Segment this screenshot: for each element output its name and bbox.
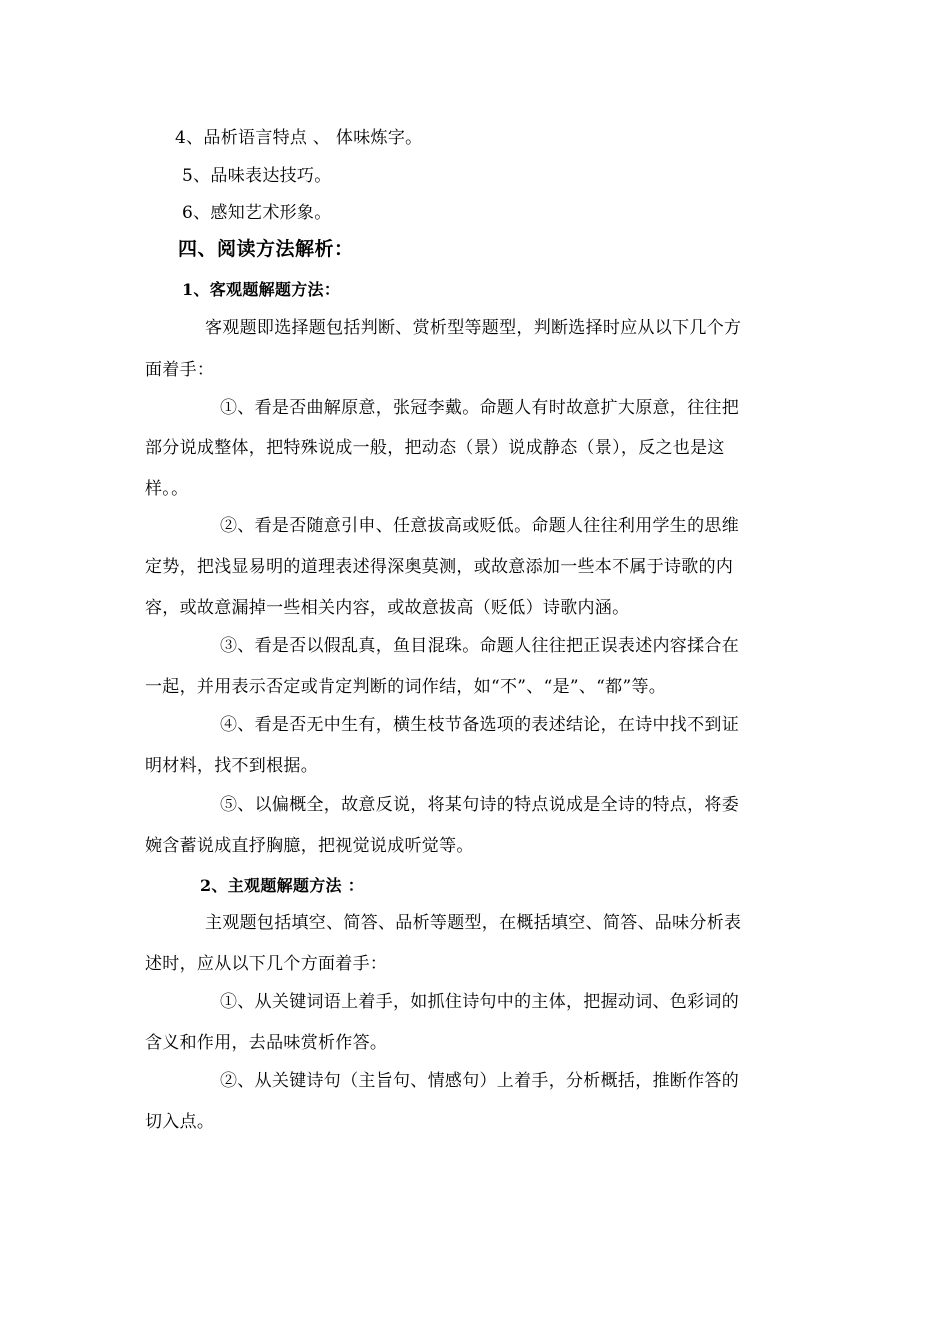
objective-intro-line-2: 面着手： xyxy=(145,360,215,380)
subjective-point-2-line-2: 切入点。 xyxy=(145,1112,215,1132)
list-item-5: 5、品味表达技巧。 xyxy=(182,166,332,186)
subjective-point-1-line-1: ①、从关键词语上着手，如抓住诗句中的主体，把握动词、色彩词的 xyxy=(220,992,739,1012)
objective-point-3-line-1: ③、看是否以假乱真，鱼目混珠。命题人往往把正误表述内容揉合在 xyxy=(220,636,739,656)
objective-point-1-line-1: ①、看是否曲解原意，张冠李戴。命题人有时故意扩大原意，往往把 xyxy=(220,398,739,418)
list-item-6: 6、感知艺术形象。 xyxy=(182,203,332,223)
objective-point-1-line-3: 样。。 xyxy=(145,479,189,499)
objective-point-5-line-2: 婉含蓄说成直抒胸臆，把视觉说成听觉等。 xyxy=(145,836,474,856)
subjective-point-1-line-2: 含义和作用，去品味赏析作答。 xyxy=(145,1033,388,1053)
objective-point-2-line-3: 容，或故意漏掉一些相关内容，或故意拔高（贬低）诗歌内涵。 xyxy=(145,598,630,618)
section-heading: 四、阅读方法解析： xyxy=(178,238,354,260)
subjective-intro-line-1: 主观题包括填空、简答、品析等题型，在概括填空、简答、品味分析表 xyxy=(205,913,742,933)
objective-point-5-line-1: ⑤、以偏概全，故意反说，将某句诗的特点说成是全诗的特点，将委 xyxy=(220,795,739,815)
list-item-4: 4、品析语言特点 、 体味炼字。 xyxy=(175,128,423,148)
objective-point-4-line-1: ④、看是否无中生有，横生枝节备选项的表述结论，在诗中找不到证 xyxy=(220,715,739,735)
objective-intro-line-1: 客观题即选择题包括判断、赏析型等题型，判断选择时应从以下几个方 xyxy=(205,318,742,338)
objective-point-2-line-1: ②、看是否随意引申、任意拔高或贬低。命题人往往利用学生的思维 xyxy=(220,516,739,536)
subjective-intro-line-2: 述时，应从以下几个方面着手： xyxy=(145,954,388,974)
objective-point-1-line-2: 部分说成整体，把特殊说成一般，把动态（景）说成静态（景），反之也是这 xyxy=(145,438,725,458)
subjective-heading: 2、主观题解题方法 ： xyxy=(200,876,365,895)
objective-point-2-line-2: 定势，把浅显易明的道理表述得深奥莫测，或故意添加一些本不属于诗歌的内 xyxy=(145,557,734,577)
objective-heading: 1、客观题解题方法： xyxy=(182,280,341,299)
objective-point-4-line-2: 明材料，找不到根据。 xyxy=(145,756,318,776)
subjective-point-2-line-1: ②、从关键诗句（主旨句、情感句）上着手，分析概括，推断作答的 xyxy=(220,1071,739,1091)
objective-point-3-line-2: 一起，并用表示否定或肯定判断的词作结，如“不”、“是”、“都”等。 xyxy=(145,677,667,697)
